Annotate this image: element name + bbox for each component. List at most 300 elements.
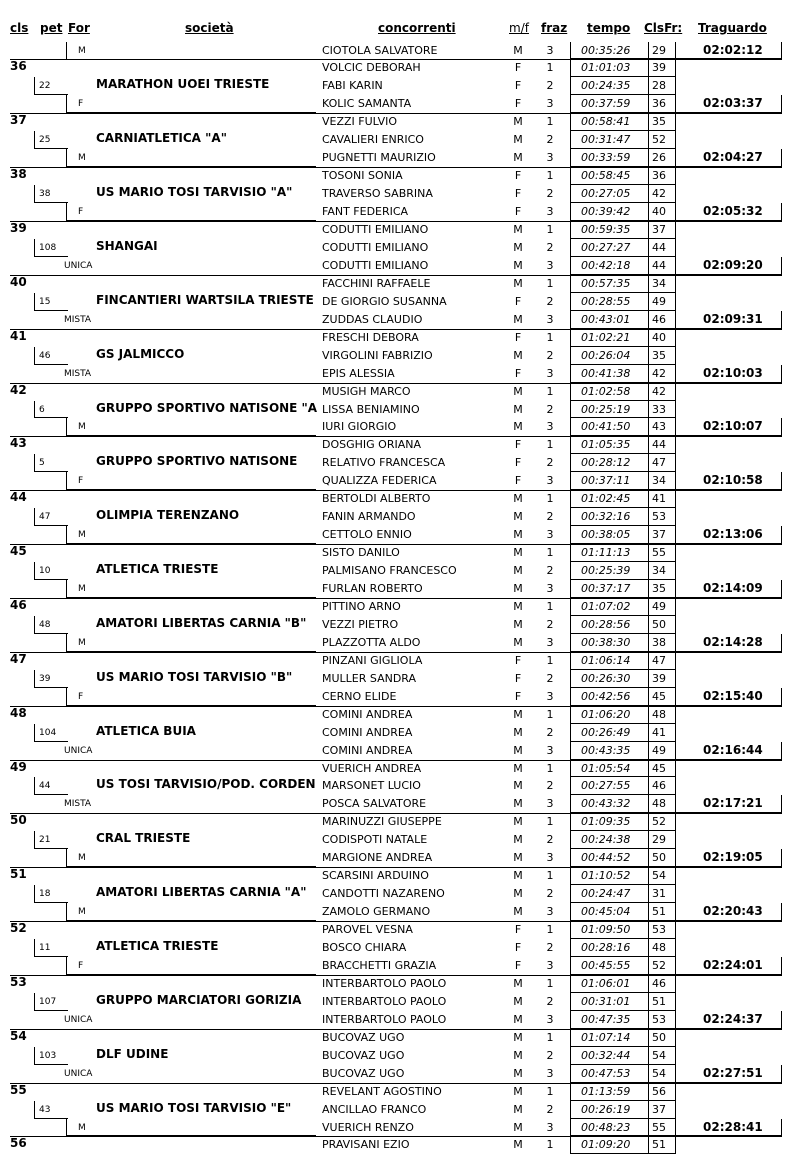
category-box-line xyxy=(66,472,67,490)
runner-name: QUALIZZA FEDERICA xyxy=(322,474,437,488)
time-cell-border xyxy=(570,77,571,95)
time-cell-border xyxy=(570,454,571,472)
leg-number: 3 xyxy=(546,689,554,703)
runner-sex: F xyxy=(514,456,522,470)
runner-name: CODUTTI EMILIANO xyxy=(322,258,429,272)
finish-box-line xyxy=(781,42,782,60)
leg-number: 3 xyxy=(546,43,554,57)
time-cell-border xyxy=(570,939,571,957)
leg-time: 00:58:41 xyxy=(581,115,631,129)
bib-box-line xyxy=(34,454,35,472)
team-name: CRAL TRIESTE xyxy=(96,831,191,846)
time-cell-border xyxy=(675,742,676,760)
category-label: M xyxy=(78,422,86,433)
leg-number: 1 xyxy=(546,384,554,398)
runner-name: INTERBARTOLO PAOLO xyxy=(322,1012,447,1026)
time-cell-border xyxy=(675,42,676,60)
time-cell-border xyxy=(648,724,649,742)
time-cell-border xyxy=(648,472,649,490)
runner-name: BOSCO CHIARA xyxy=(322,941,407,954)
time-cell-border xyxy=(570,239,571,257)
leg-time: 00:47:53 xyxy=(581,1066,631,1080)
time-cell-border xyxy=(570,525,676,526)
time-cell-border xyxy=(570,1136,571,1154)
time-cell-border xyxy=(675,418,676,436)
leg-time: 00:31:47 xyxy=(581,133,631,147)
runner-name: VUERICH RENZO xyxy=(322,1120,414,1134)
time-cell-border xyxy=(648,1101,649,1119)
leg-rank: 35 xyxy=(652,348,666,362)
runner-sex: M xyxy=(513,1138,523,1152)
leg-rank: 46 xyxy=(652,312,666,326)
leg-number: 1 xyxy=(546,438,554,452)
time-cell-border xyxy=(675,436,676,454)
runner-sex: M xyxy=(513,1048,523,1062)
runner-name: INTERBARTOLO PAOLO xyxy=(322,994,447,1008)
leg-time: 00:28:12 xyxy=(581,456,631,470)
time-cell-border xyxy=(570,688,571,706)
runner-name: FURLAN ROBERTO xyxy=(322,582,423,595)
finish-time: 02:15:40 xyxy=(703,688,763,703)
finish-box-line xyxy=(781,311,782,329)
leg-time: 01:02:58 xyxy=(581,384,631,398)
runner-name: MARGIONE ANDREA xyxy=(322,851,433,865)
leg-rank: 42 xyxy=(652,187,666,201)
leg-number: 2 xyxy=(546,133,554,147)
time-cell-border xyxy=(570,311,571,329)
runner-sex: M xyxy=(513,133,523,147)
leg-rank: 42 xyxy=(652,366,666,380)
time-cell-border xyxy=(648,813,649,831)
runner-sex: M xyxy=(513,869,523,883)
runner-name: MULLER SANDRA xyxy=(322,671,417,685)
leg-time: 00:24:38 xyxy=(581,833,631,847)
leg-rank: 33 xyxy=(652,402,666,416)
category-box-line xyxy=(66,418,67,436)
runner-name: CETTOLO ENNIO xyxy=(322,528,412,542)
rank-number: 49 xyxy=(10,759,27,774)
time-cell-border xyxy=(570,401,571,419)
leg-rank: 46 xyxy=(652,779,666,793)
time-cell-border xyxy=(570,346,676,347)
runner-name: VIRGOLINI FABRIZIO xyxy=(322,348,433,362)
runner-name: BUCOVAZ UGO xyxy=(322,1030,405,1044)
time-cell-border xyxy=(570,130,676,131)
time-cell-border xyxy=(570,149,571,167)
bib-box-line xyxy=(34,848,68,849)
time-cell-border xyxy=(570,256,676,257)
time-cell-border xyxy=(675,760,676,778)
category-box-line xyxy=(66,95,67,113)
time-cell-border xyxy=(570,472,571,490)
runner-sex: M xyxy=(513,887,523,901)
runner-name: FANIN ARMANDO xyxy=(322,510,416,524)
bib-box-line xyxy=(34,1118,68,1119)
time-cell-border xyxy=(675,401,676,419)
leg-time: 00:28:16 xyxy=(581,941,631,954)
time-cell-border xyxy=(648,275,649,293)
time-cell-border xyxy=(570,76,676,77)
leg-number: 1 xyxy=(546,869,554,883)
category-label: MISTA xyxy=(64,799,92,810)
time-cell-border xyxy=(570,203,571,221)
runner-name: MARSONET LUCIO xyxy=(322,779,421,793)
time-cell-border xyxy=(648,580,649,598)
rank-number: 40 xyxy=(10,274,27,289)
leg-number: 2 xyxy=(546,1048,554,1062)
runner-sex: F xyxy=(514,689,522,703)
time-cell-border xyxy=(675,329,676,347)
runner-sex: F xyxy=(514,169,522,183)
runner-sex: M xyxy=(513,797,523,811)
time-cell-border xyxy=(675,472,676,490)
finish-time: 02:14:09 xyxy=(703,581,763,595)
time-cell-border xyxy=(570,1101,571,1119)
time-cell-border xyxy=(570,42,571,60)
leg-rank: 34 xyxy=(652,276,666,290)
leg-number: 1 xyxy=(546,1030,554,1044)
time-cell-border xyxy=(570,95,571,113)
runner-name: PLAZZOTTA ALDO xyxy=(322,635,421,649)
runner-sex: M xyxy=(513,240,523,254)
category-label: M xyxy=(78,45,86,56)
time-cell-border xyxy=(570,417,676,418)
time-cell-border xyxy=(675,670,676,688)
category-box-line xyxy=(66,580,67,598)
time-cell-border xyxy=(648,957,649,975)
finish-box-line xyxy=(781,742,782,760)
time-cell-border xyxy=(570,670,571,688)
bib-box-line xyxy=(34,401,35,419)
time-cell-border xyxy=(648,795,649,813)
leg-number: 1 xyxy=(546,223,554,236)
leg-time: 00:42:18 xyxy=(581,258,631,272)
time-cell-border xyxy=(570,957,571,975)
finish-box-line xyxy=(781,1065,782,1083)
rank-number: 48 xyxy=(10,705,27,720)
time-cell-border xyxy=(648,1136,649,1154)
team-name: AMATORI LIBERTAS CARNIA "A" xyxy=(96,885,307,900)
runner-sex: M xyxy=(513,115,523,129)
time-cell-border xyxy=(648,1083,649,1101)
runner-sex: M xyxy=(513,617,523,631)
time-cell-border xyxy=(570,1047,571,1065)
time-cell-border xyxy=(570,616,571,634)
time-cell-border xyxy=(570,418,571,436)
runner-name: MARINUZZI GIUSEPPE xyxy=(322,815,442,829)
bib-number: 39 xyxy=(39,673,51,684)
bib-box-line xyxy=(34,94,68,95)
category-label: F xyxy=(78,207,84,218)
leg-time: 00:37:11 xyxy=(581,474,631,488)
rank-number: 51 xyxy=(10,867,27,882)
time-cell-border xyxy=(570,59,571,77)
time-cell-border xyxy=(648,760,649,778)
time-cell-border xyxy=(648,1011,649,1029)
finish-time: 02:20:43 xyxy=(703,904,763,919)
category-label: UNICA xyxy=(64,745,93,756)
bib-box-line xyxy=(34,1064,68,1065)
leg-time: 00:48:23 xyxy=(581,1120,631,1134)
bib-box-line xyxy=(34,831,35,849)
time-cell-border xyxy=(570,508,571,526)
leg-time: 01:09:35 xyxy=(581,815,631,829)
time-cell-border xyxy=(570,238,676,239)
team-name: GRUPPO SPORTIVO NATISONE "A xyxy=(96,400,318,415)
leg-time: 01:06:01 xyxy=(581,976,631,990)
category-label: MISTA xyxy=(64,314,92,325)
leg-time: 00:41:38 xyxy=(581,366,631,380)
leg-number: 3 xyxy=(546,582,554,595)
time-cell-border xyxy=(570,993,571,1011)
team-name: AMATORI LIBERTAS CARNIA "B" xyxy=(96,615,307,630)
category-label: M xyxy=(78,153,86,164)
runner-name: VOLCIC DEBORAH xyxy=(322,61,421,75)
finish-box-line xyxy=(781,365,782,383)
leg-time: 00:25:19 xyxy=(581,402,631,416)
leg-rank: 55 xyxy=(652,1120,666,1134)
leg-rank: 35 xyxy=(652,115,666,129)
leg-time: 01:09:50 xyxy=(581,923,631,937)
bib-number: 22 xyxy=(39,81,51,92)
time-cell-border xyxy=(675,490,676,508)
time-cell-border xyxy=(570,813,571,831)
runner-sex: F xyxy=(514,330,522,344)
runner-name: IURI GIORGIO xyxy=(322,420,397,434)
runner-sex: M xyxy=(513,761,523,775)
leg-number: 3 xyxy=(546,797,554,811)
runner-name: MUSIGH MARCO xyxy=(322,384,411,398)
time-cell-border xyxy=(570,383,571,401)
leg-time: 01:06:14 xyxy=(581,653,631,667)
leg-number: 3 xyxy=(546,420,554,434)
finish-time: 02:10:03 xyxy=(703,365,763,380)
leg-rank: 50 xyxy=(652,1030,666,1044)
leg-time: 01:02:21 xyxy=(581,330,631,344)
leg-number: 2 xyxy=(546,564,554,578)
leg-rank: 56 xyxy=(652,1084,666,1098)
time-cell-border xyxy=(570,652,571,670)
runner-sex: M xyxy=(513,312,523,326)
time-cell-border xyxy=(570,365,571,383)
runner-name: PALMISANO FRANCESCO xyxy=(322,564,457,578)
finish-time: 02:19:05 xyxy=(703,850,763,865)
time-cell-border xyxy=(570,148,676,149)
bib-box-line xyxy=(34,239,35,257)
runner-name: COMINI ANDREA xyxy=(322,743,413,757)
finish-box-line xyxy=(781,1011,782,1029)
finish-box-line xyxy=(781,149,782,167)
bib-box-line xyxy=(34,417,68,418)
runner-name: BUCOVAZ UGO xyxy=(322,1048,405,1062)
finish-box-line xyxy=(781,688,782,706)
runner-sex: M xyxy=(513,223,523,236)
category-box-line xyxy=(66,42,67,60)
time-cell-border xyxy=(570,347,571,365)
bib-box-line xyxy=(34,508,35,526)
time-cell-border xyxy=(570,490,571,508)
leg-time: 00:44:52 xyxy=(581,851,631,865)
time-cell-border xyxy=(648,436,649,454)
time-cell-border xyxy=(570,615,676,616)
bib-box-line xyxy=(34,562,35,580)
leg-rank: 46 xyxy=(652,976,666,990)
leg-time: 00:47:35 xyxy=(581,1012,631,1026)
leg-rank: 36 xyxy=(652,97,666,111)
time-cell-border xyxy=(675,688,676,706)
leg-rank: 44 xyxy=(652,258,666,272)
time-cell-border xyxy=(570,633,676,634)
time-cell-border xyxy=(648,831,649,849)
time-cell-border xyxy=(570,579,676,580)
finish-box-line xyxy=(781,957,782,975)
runner-sex: F xyxy=(514,941,522,954)
leg-time: 00:26:04 xyxy=(581,348,631,362)
rank-number: 44 xyxy=(10,490,27,505)
time-cell-border xyxy=(570,902,676,903)
group-separator xyxy=(10,383,782,384)
time-cell-border xyxy=(675,257,676,275)
time-cell-border xyxy=(570,544,571,562)
leg-number: 1 xyxy=(546,276,554,290)
time-cell-border xyxy=(570,760,571,778)
leg-number: 2 xyxy=(546,725,554,739)
finish-box-line xyxy=(781,472,782,490)
leg-number: 2 xyxy=(546,671,554,685)
leg-time: 00:42:56 xyxy=(581,689,631,703)
finish-box-line xyxy=(781,95,782,113)
team-name: MARATHON UOEI TRIESTE xyxy=(96,77,270,92)
runner-sex: M xyxy=(513,779,523,793)
finish-time: 02:03:37 xyxy=(703,96,763,111)
team-name: US TOSI TARVISIO/POD. CORDEN xyxy=(96,777,316,792)
time-cell-border xyxy=(675,544,676,562)
finish-time: 02:10:07 xyxy=(703,419,763,434)
leg-rank: 40 xyxy=(652,330,666,344)
time-cell-border xyxy=(570,436,571,454)
bib-box-line xyxy=(34,293,35,311)
leg-rank: 31 xyxy=(652,887,666,901)
leg-rank: 26 xyxy=(652,151,666,165)
bib-box-line xyxy=(34,724,35,742)
time-cell-border xyxy=(570,185,571,203)
leg-rank: 45 xyxy=(652,761,666,775)
bib-number: 44 xyxy=(39,781,51,792)
category-label: M xyxy=(78,853,86,864)
leg-rank: 44 xyxy=(652,240,666,254)
finish-box-line xyxy=(781,903,782,921)
runner-sex: M xyxy=(513,43,523,57)
time-cell-border xyxy=(648,508,649,526)
leg-rank: 54 xyxy=(652,1048,666,1062)
leg-time: 01:05:54 xyxy=(581,761,631,775)
runner-name: DOSGHIG ORIANA xyxy=(322,438,421,452)
runner-sex: M xyxy=(513,402,523,416)
leg-time: 00:37:17 xyxy=(581,582,631,595)
leg-rank: 51 xyxy=(652,1138,666,1152)
runner-name: VEZZI PIETRO xyxy=(322,617,399,631)
team-name: ATLETICA TRIESTE xyxy=(96,939,219,953)
leg-rank: 52 xyxy=(652,958,666,972)
leg-number: 3 xyxy=(546,97,554,111)
time-cell-border xyxy=(570,776,676,777)
team-name: OLIMPIA TERENZANO xyxy=(96,508,240,523)
leg-time: 00:26:19 xyxy=(581,1102,631,1116)
runner-sex: F xyxy=(514,61,522,75)
leg-number: 3 xyxy=(546,366,554,380)
leg-number: 3 xyxy=(546,1066,554,1080)
time-cell-border xyxy=(570,184,676,185)
time-cell-border xyxy=(648,383,649,401)
time-cell-border xyxy=(570,453,676,454)
time-cell-border xyxy=(675,921,676,939)
bib-box-line xyxy=(34,77,35,95)
rank-number: 55 xyxy=(10,1082,27,1097)
finish-time: 02:27:51 xyxy=(703,1065,763,1080)
time-cell-border xyxy=(648,1065,649,1083)
leg-time: 00:28:56 xyxy=(581,617,631,631)
runner-name: LISSA BENIAMINO xyxy=(322,402,420,416)
rank-number: 52 xyxy=(10,921,27,936)
leg-rank: 37 xyxy=(652,223,666,236)
leg-number: 3 xyxy=(546,1012,554,1026)
team-name: US MARIO TOSI TARVISIO "E" xyxy=(96,1100,292,1115)
runner-name: POSCA SALVATORE xyxy=(322,797,427,811)
rank-number: 50 xyxy=(10,813,27,828)
runner-sex: F xyxy=(514,474,522,488)
time-cell-border xyxy=(570,1119,571,1137)
time-cell-border xyxy=(648,1047,649,1065)
runner-sex: M xyxy=(513,564,523,578)
time-cell-border xyxy=(675,275,676,293)
bib-number: 103 xyxy=(39,1050,57,1061)
category-label: M xyxy=(78,1122,86,1133)
leg-time: 01:10:52 xyxy=(581,869,631,883)
leg-time: 01:02:45 xyxy=(581,492,631,506)
leg-number: 3 xyxy=(546,474,554,488)
time-cell-border xyxy=(648,239,649,257)
runner-sex: F xyxy=(514,923,522,937)
time-cell-border xyxy=(675,885,676,903)
leg-rank: 29 xyxy=(652,43,666,57)
bib-box-line xyxy=(34,741,68,742)
leg-rank: 54 xyxy=(652,1066,666,1080)
runner-name: FANT FEDERICA xyxy=(322,205,409,219)
runner-sex: M xyxy=(513,815,523,829)
finish-box-line xyxy=(781,257,782,275)
runner-name: SISTO DANILO xyxy=(322,546,400,560)
rank-number: 46 xyxy=(10,597,27,612)
leg-rank: 48 xyxy=(652,707,666,721)
leg-number: 1 xyxy=(546,1138,554,1152)
runner-sex: F xyxy=(514,97,522,111)
group-separator xyxy=(10,1136,782,1137)
leg-rank: 28 xyxy=(652,79,666,93)
bib-number: 15 xyxy=(39,296,51,307)
leg-number: 1 xyxy=(546,761,554,775)
finish-time: 02:24:37 xyxy=(703,1011,763,1026)
group-separator xyxy=(10,113,782,114)
leg-time: 00:45:55 xyxy=(581,958,631,972)
runner-sex: M xyxy=(513,635,523,649)
time-cell-border xyxy=(648,688,649,706)
leg-number: 1 xyxy=(546,976,554,990)
runner-name: CERNO ELIDE xyxy=(322,689,397,703)
time-cell-border xyxy=(570,884,676,885)
time-cell-border xyxy=(570,795,571,813)
leg-time: 00:32:44 xyxy=(581,1048,631,1062)
runner-sex: M xyxy=(513,528,523,542)
